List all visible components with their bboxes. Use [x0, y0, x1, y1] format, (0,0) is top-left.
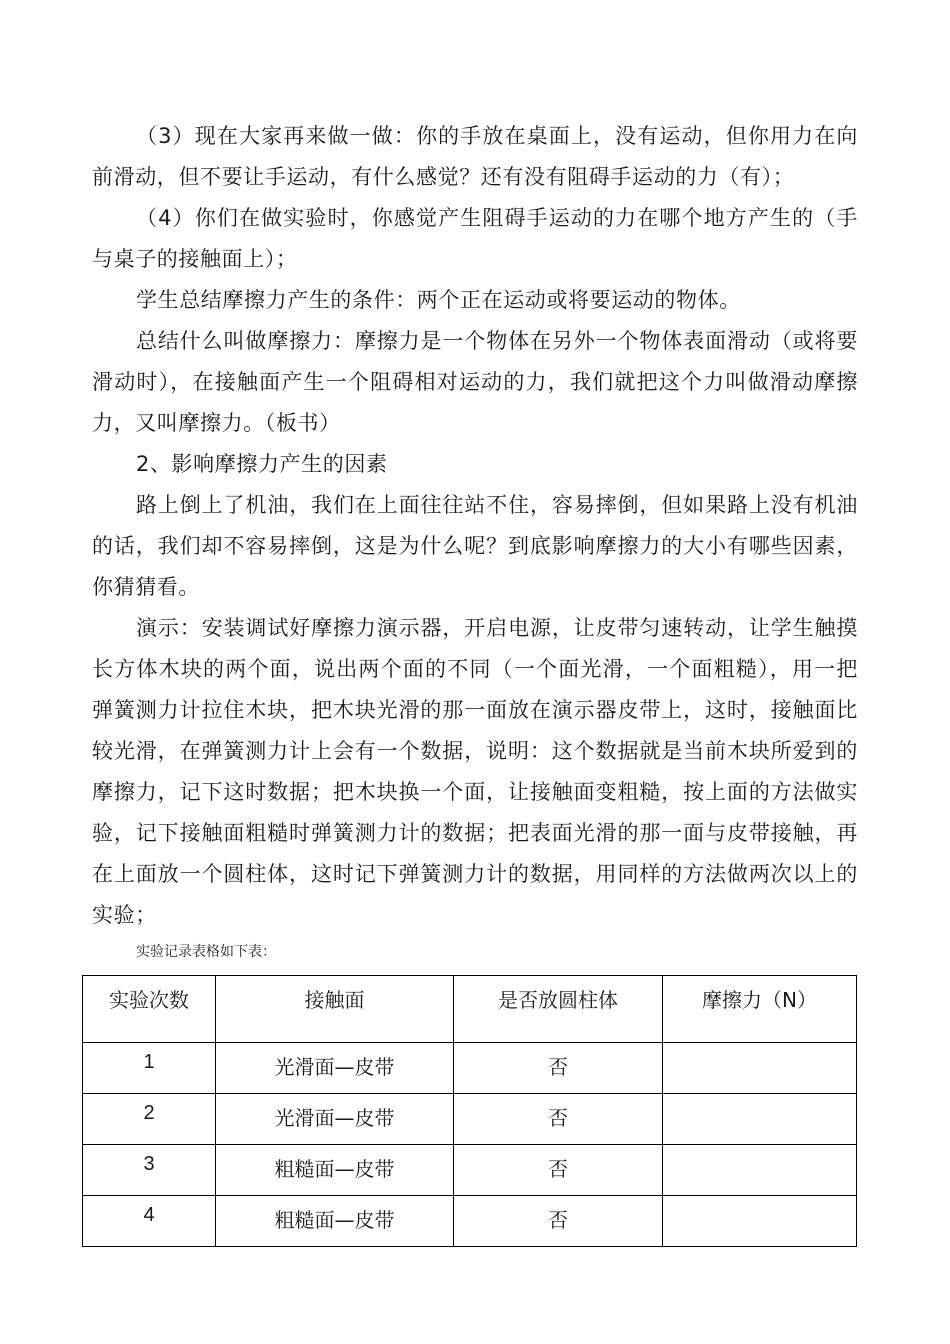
header-trial-number: 实验次数	[83, 976, 216, 1043]
cylinder-cell: 否	[454, 1094, 663, 1145]
paragraph-friction-definition: 总结什么叫做摩擦力：摩擦力是一个物体在另外一个物体表面滑动（或将要滑动时），在接触面产生一个阻碍相对运动的力，我们就把这个力叫做滑动摩擦力，又叫摩擦力。（板书）	[92, 329, 858, 435]
table-row	[83, 1094, 857, 1145]
table-caption: 实验记录表格如下表：	[136, 944, 276, 960]
header-friction-force: 摩擦力（N）	[663, 976, 857, 1043]
paragraph-friction-conditions: 学生总结摩擦力产生的条件：两个正在运动或将要运动的物体。	[136, 288, 741, 312]
contact-surface-cell: 粗糙面—皮带	[216, 1196, 454, 1247]
contact-surface-cell: 粗糙面—皮带	[216, 1145, 454, 1196]
friction-force-cell	[663, 1196, 857, 1247]
contact-surface-cell: 光滑面—皮带	[216, 1094, 454, 1145]
paragraph-step-3: （3）现在大家再来做一做：你的手放在桌面上，没有运动，但你用力在向前滑动，但不要让手运动，有什么感觉？还有没有阻碍手运动的力（有）；	[92, 124, 858, 189]
header-contact-surface: 接触面	[216, 976, 454, 1043]
cylinder-cell: 否	[454, 1196, 663, 1247]
paragraph-step-4: （4）你们在做实验时，你感觉产生阻碍手运动的力在哪个地方产生的（手与桌子的接触面上）；	[92, 206, 858, 271]
friction-force-cell	[663, 1094, 857, 1145]
table-header-row	[83, 976, 857, 1043]
friction-force-cell	[663, 1145, 857, 1196]
experiment-record-table	[82, 975, 857, 1247]
section-heading-factors: 2、影响摩擦力产生的因素	[136, 452, 388, 476]
trial-number-cell: 1	[83, 1043, 216, 1094]
trial-number-cell: 2	[83, 1094, 216, 1145]
paragraph-demonstration: 演示：安装调试好摩擦力演示器，开启电源，让皮带匀速转动，让学生触摸长方体木块的两个面，说出两个面的不同（一个面光滑，一个面粗糙），用一把弹簧测力计拉住木块，把木块光滑的那一面放在演示器皮带上，这时，接触面比较光滑，在弹簧测力计上会有一个数据，说明：这个数据就是当前木块所爱到的摩擦力，记下这时数据；把木块换一个面，让接触面变粗糙，按上面的方法做实验，记下接触面粗糙时弹簧测力计的数据；把表面光滑的那一面与皮带接触，再在上面放一个圆柱体，这时记下弹簧测力计的数据，用同样的方法做两次以上的实验；	[92, 616, 858, 927]
contact-surface-cell: 光滑面—皮带	[216, 1043, 454, 1094]
cylinder-cell: 否	[454, 1145, 663, 1196]
table-row	[83, 1145, 857, 1196]
cylinder-cell: 否	[454, 1043, 663, 1094]
trial-number-cell: 4	[83, 1196, 216, 1247]
friction-force-cell	[663, 1043, 857, 1094]
paragraph-oil-example: 路上倒上了机油，我们在上面往往站不住，容易摔倒，但如果路上没有机油的话，我们却不容易摔倒，这是为什么呢？到底影响摩擦力的大小有哪些因素，你猜猜看。	[92, 493, 858, 599]
trial-number-cell: 3	[83, 1145, 216, 1196]
table-row	[83, 1043, 857, 1094]
header-cylinder-placed: 是否放圆柱体	[454, 976, 663, 1043]
table-row	[83, 1196, 857, 1247]
